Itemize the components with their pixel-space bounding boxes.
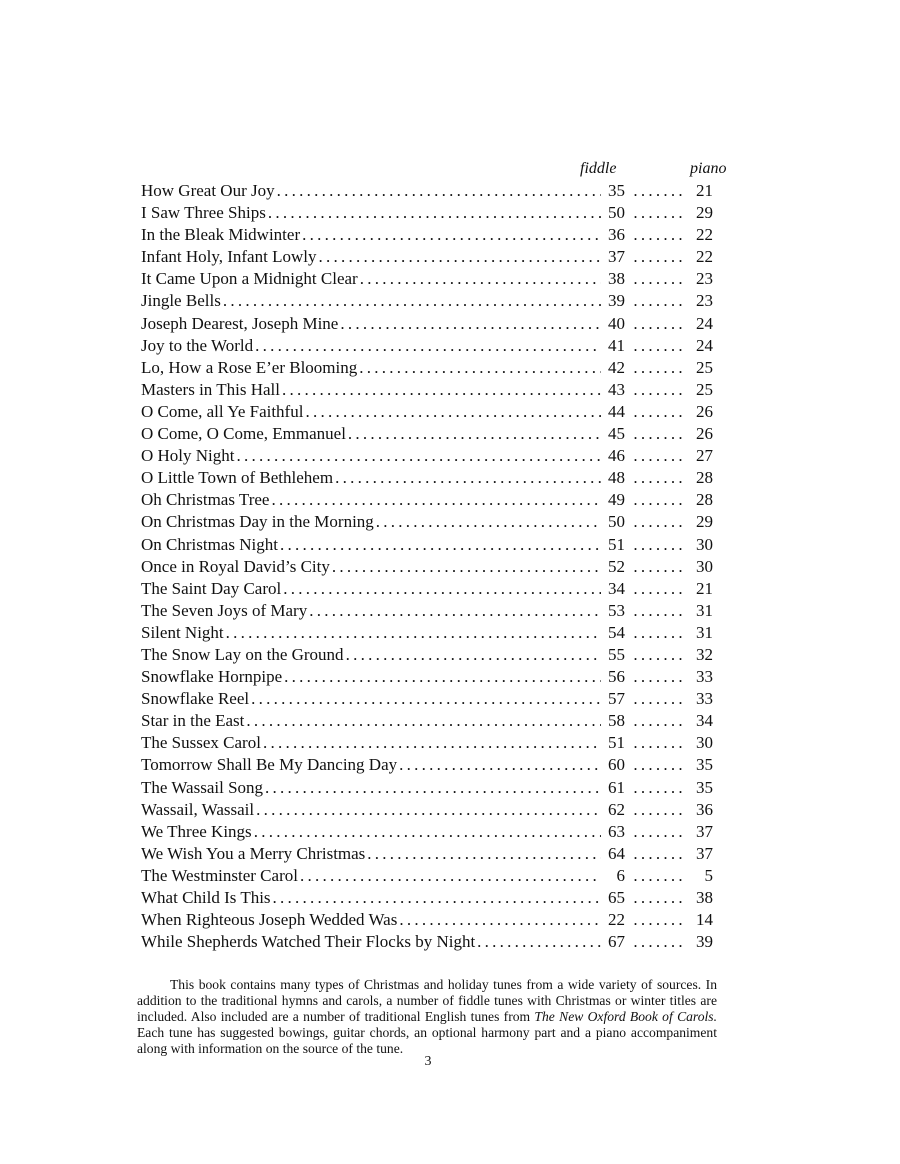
introductory-note (137, 977, 717, 1058)
toc-entry-piano-page: 24 (696, 335, 713, 355)
toc-entry-title: Oh Christmas Tree (141, 490, 270, 510)
toc-entry-piano-page: 27 (696, 446, 713, 466)
dot-leader (629, 313, 687, 335)
toc-entry (141, 401, 713, 423)
toc-entry-title: I Saw Three Ships (141, 203, 266, 223)
dot-leader (251, 688, 601, 710)
dot-leader (629, 534, 687, 556)
dot-leader (346, 644, 601, 666)
toc-entry (141, 246, 713, 268)
dot-leader (629, 246, 687, 268)
toc-entry (141, 202, 713, 224)
toc-entry (141, 865, 713, 887)
toc-entry-title: Silent Night (141, 622, 224, 642)
toc-entry-fiddle-page: 67 (608, 932, 625, 952)
page-number: 3 (424, 1054, 432, 1069)
fiddle-column-header: fiddle (580, 160, 617, 177)
dot-leader (302, 224, 601, 246)
dot-leader (256, 799, 601, 821)
dot-leader (629, 843, 687, 865)
dot-leader (348, 423, 601, 445)
dot-leader (318, 246, 601, 268)
dot-leader (629, 224, 687, 246)
toc-entry-piano-page: 38 (696, 888, 713, 907)
dot-leader (629, 887, 687, 909)
dot-leader (282, 379, 601, 401)
dot-leader (263, 732, 601, 754)
toc-entry-title: Masters in This Hall (141, 379, 280, 399)
dot-leader (332, 556, 601, 578)
dot-leader (629, 754, 687, 776)
toc-entry-piano-page: 33 (696, 689, 713, 709)
toc-entry (141, 909, 713, 931)
toc-entry-piano-page: 36 (696, 799, 713, 819)
dot-leader (271, 489, 601, 511)
toc-entry (141, 578, 713, 600)
toc-entry-piano-page: 21 (696, 181, 713, 200)
dot-leader (284, 666, 601, 688)
dot-leader (629, 710, 687, 732)
dot-leader (340, 313, 601, 335)
dot-leader (309, 600, 601, 622)
toc-entry-fiddle-page: 44 (608, 401, 625, 421)
dot-leader (254, 821, 601, 843)
toc-entry-fiddle-page: 36 (608, 225, 625, 245)
dot-leader (273, 887, 601, 909)
toc-entry (141, 644, 713, 666)
dot-leader (629, 423, 687, 445)
toc-entry-fiddle-page: 51 (608, 534, 625, 554)
toc-entry-piano-page: 35 (696, 777, 713, 797)
toc-entry-fiddle-page: 35 (608, 181, 625, 200)
toc-entry-piano-page: 25 (696, 379, 713, 399)
toc-entry-fiddle-page: 48 (608, 468, 625, 488)
toc-entry-piano-page: 37 (696, 821, 713, 841)
toc-entry (141, 335, 713, 357)
toc-entry-piano-page: 35 (696, 755, 713, 775)
toc-entry-title: Tomorrow Shall Be My Dancing Day (141, 755, 398, 775)
dot-leader (629, 622, 687, 644)
toc-entry-title: The Wassail Song (141, 777, 264, 797)
toc-entry-fiddle-page: 41 (608, 335, 625, 355)
piano-column-header: piano (690, 160, 727, 177)
dot-leader (629, 290, 687, 312)
toc-entry-piano-page: 26 (696, 401, 713, 421)
dot-leader (237, 445, 602, 467)
dot-leader (280, 534, 601, 556)
dot-leader (283, 578, 601, 600)
toc-entry-title: Wassail, Wassail (141, 799, 255, 819)
dot-leader (629, 180, 687, 202)
toc-entry-piano-page: 31 (696, 622, 713, 642)
toc-entry-fiddle-page: 50 (608, 512, 625, 532)
toc-entry-title: We Wish You a Merry Christmas (141, 843, 366, 863)
toc-entry (141, 622, 713, 644)
note-book-title: The New Oxford Book of Carols. (534, 1009, 717, 1024)
toc-entry-fiddle-page: 34 (608, 578, 625, 598)
toc-entry (141, 445, 713, 467)
toc-entry-title: It Came Upon a Midnight Clear (141, 269, 358, 289)
toc-entry-title: The Seven Joys of Mary (141, 600, 308, 620)
toc-entry (141, 313, 713, 335)
toc-entry-fiddle-page: 39 (608, 291, 625, 311)
toc-entry-piano-page: 24 (696, 313, 713, 333)
toc-entry-fiddle-page: 58 (608, 711, 625, 731)
toc-entry (141, 821, 713, 843)
toc-entry-title: Snowflake Reel (141, 689, 250, 709)
dot-leader (477, 931, 601, 953)
toc-entry-piano-page: 30 (696, 556, 713, 576)
toc-entry-title: Joy to the World (141, 335, 254, 355)
dot-leader (629, 268, 687, 290)
toc-entry-piano-page: 29 (696, 512, 713, 532)
dot-leader (367, 843, 601, 865)
toc-entry-title: Jingle Bells (141, 291, 221, 311)
toc-entry-piano-page: 5 (704, 865, 713, 885)
dot-leader (376, 511, 601, 533)
toc-entry-fiddle-page: 65 (608, 888, 625, 907)
toc-entry-piano-page: 22 (696, 225, 713, 245)
dot-leader (629, 777, 687, 799)
toc-entry (141, 379, 713, 401)
dot-leader (629, 489, 687, 511)
dot-leader (223, 290, 601, 312)
toc-entry (141, 423, 713, 445)
toc-entry (141, 710, 713, 732)
toc-entry-piano-page: 23 (696, 291, 713, 311)
toc-entry-fiddle-page: 56 (608, 667, 625, 687)
dot-leader (629, 335, 687, 357)
dot-leader (629, 909, 687, 931)
toc-entry-fiddle-page: 52 (608, 556, 625, 576)
toc-entry-fiddle-page: 42 (608, 357, 625, 377)
toc-entry-fiddle-page: 22 (608, 910, 625, 930)
toc-entry (141, 556, 713, 578)
dot-leader (359, 357, 601, 379)
toc-entry-fiddle-page: 63 (608, 821, 625, 841)
dot-leader (629, 666, 687, 688)
dot-leader (629, 600, 687, 622)
dot-leader (629, 865, 687, 887)
toc-entry-title: When Righteous Joseph Wedded Was (141, 910, 398, 930)
dot-leader (399, 909, 601, 931)
dot-leader (305, 401, 601, 423)
dot-leader (629, 799, 687, 821)
toc-entry (141, 666, 713, 688)
toc-entry-fiddle-page: 50 (608, 203, 625, 223)
toc-entry-fiddle-page: 37 (608, 247, 625, 267)
toc-entry-title: On Christmas Day in the Morning (141, 512, 374, 532)
dot-leader (629, 578, 687, 600)
dot-leader (226, 622, 601, 644)
toc-entry (141, 357, 713, 379)
toc-entry-fiddle-page: 40 (608, 313, 625, 333)
toc-entry-title: The Westminster Carol (141, 865, 298, 885)
dot-leader (629, 688, 687, 710)
toc-entry (141, 467, 713, 489)
toc-entry-fiddle-page: 43 (608, 379, 625, 399)
toc-entry (141, 600, 713, 622)
toc-entry-fiddle-page: 60 (608, 755, 625, 775)
toc-entry-piano-page: 29 (696, 203, 713, 223)
toc-entry-title: O Holy Night (141, 446, 235, 466)
toc-entry-piano-page: 22 (696, 247, 713, 267)
dot-leader (629, 732, 687, 754)
toc-entry (141, 511, 713, 533)
toc-entry-title: Star in the East (141, 711, 245, 731)
dot-leader (629, 467, 687, 489)
toc-entry-fiddle-page: 62 (608, 799, 625, 819)
toc-entry-fiddle-page: 38 (608, 269, 625, 289)
toc-entry-piano-page: 32 (696, 644, 713, 664)
toc-entry-piano-page: 21 (696, 578, 713, 598)
toc-entry-fiddle-page: 6 (616, 865, 625, 885)
toc-entry-piano-page: 33 (696, 667, 713, 687)
toc-entry-fiddle-page: 46 (608, 446, 625, 466)
toc-entry-piano-page: 25 (696, 357, 713, 377)
toc-entry-title: Snowflake Hornpipe (141, 667, 283, 687)
dot-leader (265, 777, 601, 799)
toc-entry-title: Once in Royal David’s City (141, 556, 330, 576)
dot-leader (268, 202, 601, 224)
toc-entry-piano-page: 37 (696, 843, 713, 863)
toc-entry (141, 290, 713, 312)
toc-entry-fiddle-page: 64 (608, 843, 625, 863)
note-text-part1: This book contains many types of Christmas and holiday tunes from a wide variety of sources. In addition to the traditional hymns and carols, a number of fiddle tunes with Christmas or winter titles are included. Also included are a number of traditional English tunes from (137, 976, 717, 1024)
toc-entry (141, 534, 713, 556)
toc-entry-piano-page: 39 (696, 932, 713, 952)
dot-leader (629, 511, 687, 533)
dot-leader (629, 644, 687, 666)
dot-leader (629, 379, 687, 401)
toc-entry-title: O Come, all Ye Faithful (141, 401, 304, 421)
toc-entry (141, 224, 713, 246)
toc-entry-title: The Sussex Carol (141, 733, 261, 753)
toc-entry-title: What Child Is This (141, 888, 271, 907)
dot-leader (360, 268, 601, 290)
toc-entry-piano-page: 34 (696, 711, 713, 731)
toc-entry-fiddle-page: 51 (608, 733, 625, 753)
dot-leader (277, 180, 601, 202)
dot-leader (629, 401, 687, 423)
dot-leader (629, 931, 687, 953)
toc-entry (141, 489, 713, 511)
toc-entry-title: O Little Town of Bethlehem (141, 468, 334, 488)
toc-entry-fiddle-page: 61 (608, 777, 625, 797)
toc-entry (141, 777, 713, 799)
toc-entry (141, 843, 713, 865)
toc-entry-title: Joseph Dearest, Joseph Mine (141, 313, 339, 333)
toc-entry-fiddle-page: 49 (608, 490, 625, 510)
toc-entry-piano-page: 28 (696, 468, 713, 488)
toc-entry-fiddle-page: 53 (608, 600, 625, 620)
toc-entry (141, 887, 713, 909)
dot-leader (255, 335, 601, 357)
toc-entry-piano-page: 23 (696, 269, 713, 289)
toc-entry (141, 688, 713, 710)
dot-leader (300, 865, 601, 887)
toc-entry-title: How Great Our Joy (141, 181, 275, 200)
dot-leader (335, 467, 601, 489)
toc-entry-fiddle-page: 55 (608, 644, 625, 664)
toc-entry-title: Infant Holy, Infant Lowly (141, 247, 317, 267)
toc-entry-title: While Shepherds Watched Their Flocks by Night (141, 932, 476, 952)
toc-entry-piano-page: 31 (696, 600, 713, 620)
toc-entry (141, 180, 713, 202)
toc-entry (141, 754, 713, 776)
dot-leader (246, 710, 601, 732)
dot-leader (629, 445, 687, 467)
dot-leader (629, 821, 687, 843)
toc-entry-title: We Three Kings (141, 821, 252, 841)
toc-entry (141, 268, 713, 290)
toc-entry (141, 931, 713, 953)
dot-leader (629, 556, 687, 578)
toc-entry-piano-page: 26 (696, 424, 713, 444)
toc-entry-title: On Christmas Night (141, 534, 278, 554)
toc-entry-title: O Come, O Come, Emmanuel (141, 424, 346, 444)
dot-leader (399, 754, 601, 776)
toc-entry-fiddle-page: 57 (608, 689, 625, 709)
table-of-contents (141, 180, 713, 953)
dot-leader (629, 202, 687, 224)
toc-entry-fiddle-page: 45 (608, 424, 625, 444)
toc-entry-title: The Saint Day Carol (141, 578, 282, 598)
toc-entry-fiddle-page: 54 (608, 622, 625, 642)
note-text-part2: Each tune has suggested bowings, guitar chords, an optional harmony part and a piano accompaniment along with information on the source of the tune. (137, 1025, 717, 1057)
toc-entry-title: In the Bleak Midwinter (141, 225, 301, 245)
toc-entry-piano-page: 30 (696, 733, 713, 753)
toc-entry-piano-page: 30 (696, 534, 713, 554)
toc-entry-title: Lo, How a Rose E’er Blooming (141, 357, 358, 377)
toc-entry-piano-page: 28 (696, 490, 713, 510)
dot-leader (629, 357, 687, 379)
toc-entry (141, 732, 713, 754)
toc-entry-piano-page: 14 (696, 910, 713, 930)
toc-entry (141, 799, 713, 821)
toc-entry-title: The Snow Lay on the Ground (141, 644, 344, 664)
